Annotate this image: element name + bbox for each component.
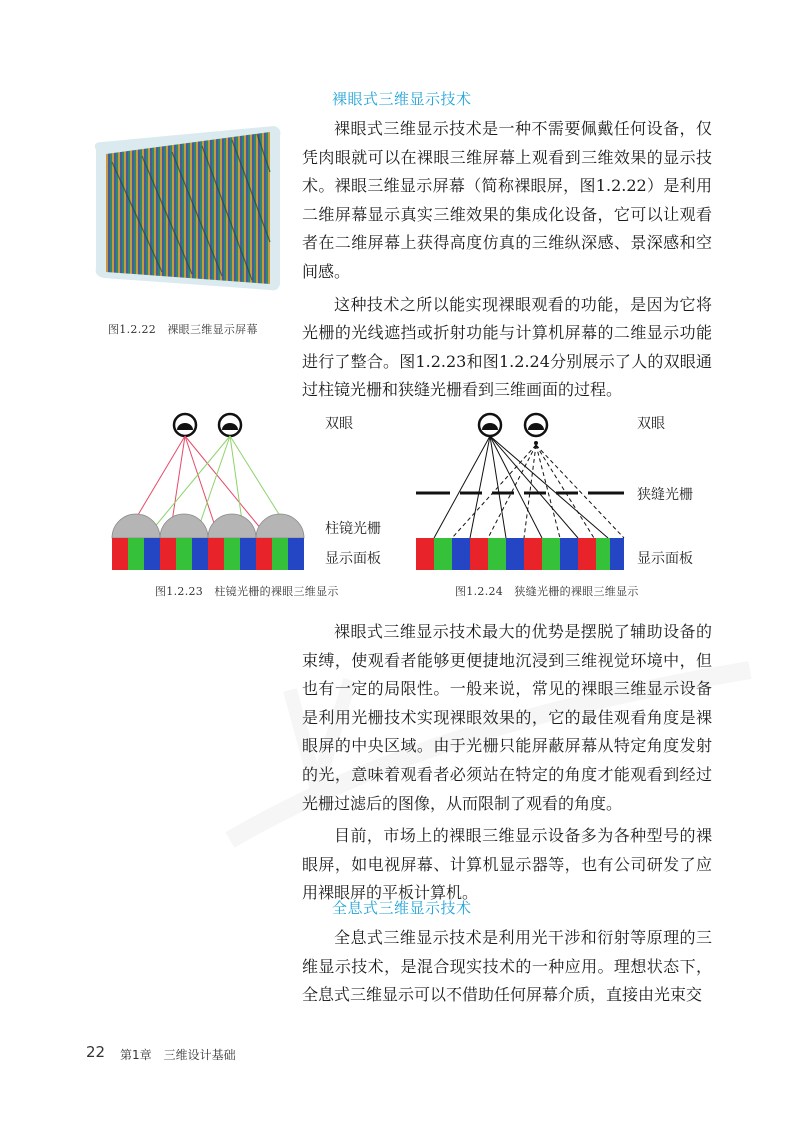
paragraph-2: 这种技术之所以能实现裸眼观看的功能，是因为它将光栅的光线遮挡或折射功能与计算机屏幕的二维显示功能进行了整合。图1.2.23和图1.2.24分别展示了人的双眼通过柱镜光栅和狭缝光栅看到三维画面的过程。 [302,294,712,400]
label-display-panel-2: 显示面板 [637,551,693,567]
figure-naked-eye-screen [92,122,282,292]
label-lenticular-grating: 柱镜光栅 [325,521,381,537]
chapter-title: 第1章 三维设计基础 [120,1048,236,1062]
page-number: 22 [86,1043,106,1061]
eye-left-icon [174,414,196,436]
section-heading-holographic: 全息式三维显示技术 [332,899,472,917]
section2-body [302,924,712,1010]
figure-caption-1-2-23: 图1.2.23 柱镜光栅的裸眼三维显示 [155,585,339,598]
paragraph-1: 裸眼式三维显示技术是一种不需要佩戴任何设备，仅凭肉眼就可以在裸眼三维屏幕上观看到三维效果的显示技术。裸眼三维显示屏幕（简称裸眼屏，图1.2.22）是利用二维屏幕显示真实三维效果的集成化设备，它可以让观看者在二维屏幕上获得高度仿真的三维纵深感、景深感和空间感。 [302,119,712,281]
eye-left-icon [479,414,501,436]
section-heading-naked-eye: 裸眼式三维显示技术 [332,90,472,108]
eye-right-icon [525,414,547,445]
figure-parallax-barrier [412,405,627,575]
paragraph-5: 全息式三维显示技术是利用光干涉和衍射等原理的三维显示技术，是混合现实技术的一种应用。理想状态下，全息式三维显示可以不借助任何屏幕介质，直接由光束交 [302,928,712,1005]
figure-caption-1-2-22: 图1.2.22 裸眼三维显示屏幕 [108,323,258,336]
eye-right-icon [219,414,241,436]
label-slit-grating: 狭缝光栅 [637,487,693,503]
label-display-panel-1: 显示面板 [325,551,381,567]
paragraph-3: 裸眼式三维显示技术最大的优势是摆脱了辅助设备的束缚，使观看者能够更便捷地沉浸到三维视觉环境中，但也有一定的局限性。一般来说，常见的裸眼三维显示设备是利用光栅技术实现裸眼效果的，它的最佳观看角度是裸眼屏的中央区域。由于光栅只能屏蔽屏幕从特定角度发射的光，意味着观看者必须站在特定的角度才能观看到经过光栅过滤后的图像，从而限制了观看的角度。 [302,622,712,813]
section1-continued-body [302,618,712,908]
section1-body [302,115,712,405]
label-eyes-2: 双眼 [637,416,665,432]
figure-caption-1-2-24: 图1.2.24 狭缝光栅的裸眼三维显示 [455,585,639,598]
label-eyes-1: 双眼 [325,416,353,432]
paragraph-4: 目前，市场上的裸眼三维显示设备多为各种型号的裸眼屏，如电视屏幕、计算机显示器等，也有公司研发了应用裸眼屏的平板计算机。 [302,826,712,903]
